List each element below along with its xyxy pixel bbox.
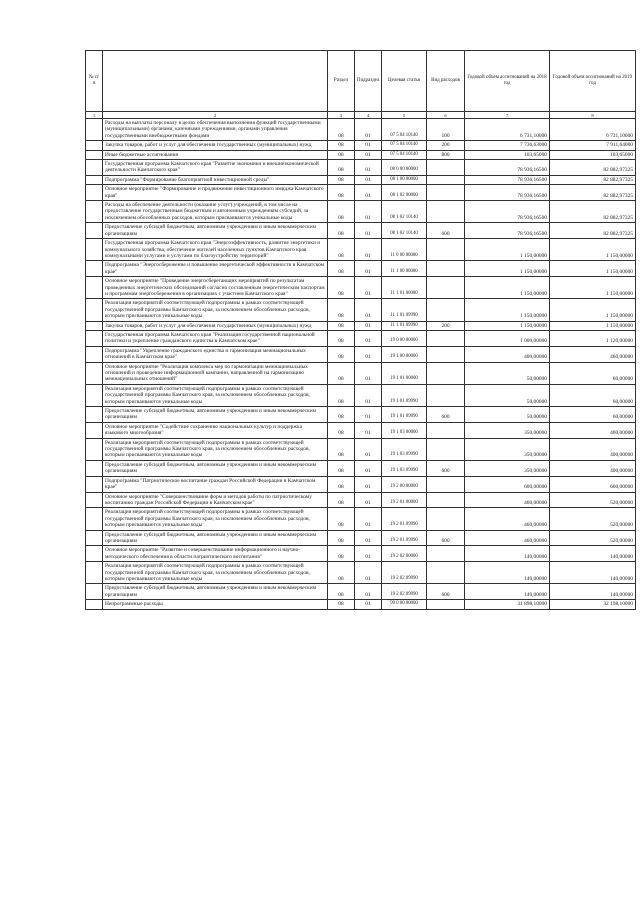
- section-code-cell: 08: [328, 261, 355, 277]
- expense-name-cell: Реализация мероприятий соответствующей подпрограммы в рамках соответствующей государственной программы Камчатского края, за исключением обособленных расходов, которым присваиваются уникальные коды: [103, 438, 328, 460]
- section-code-cell: 08: [328, 438, 355, 460]
- table-row: [86, 175, 636, 184]
- allocation-2018-cell: 350,00000: [465, 460, 550, 476]
- allocation-2018-cell: 78 936,16500: [465, 175, 550, 184]
- allocation-2019-cell: 140,00000: [550, 584, 636, 600]
- expense-name-cell: Предоставление субсидий бюджетным, автономным учреждениям и иным некоммерческим организациям: [103, 460, 328, 476]
- allocation-2019-cell: 1 150,00000: [550, 239, 636, 261]
- row-number-cell: [86, 299, 103, 321]
- expense-name-cell: Основное мероприятие "Развитие и совершенствование информационного и научно-методического обеспечения в области патриотического воспитания": [103, 546, 328, 562]
- table-row: [86, 201, 636, 223]
- target-article-cell: 99 0 00 00000: [382, 600, 427, 609]
- section-code-cell: 08: [328, 346, 355, 362]
- subsection-code-cell: 01: [355, 330, 382, 346]
- section-code-cell: 08: [328, 150, 355, 159]
- target-article-cell: 19 1 03 09990: [382, 438, 427, 460]
- expense-type-cell: 200: [427, 141, 465, 150]
- target-article-cell: 07 5 04 10140: [382, 141, 427, 150]
- allocation-2018-cell: 103,65000: [465, 150, 550, 159]
- index-cell: 2: [103, 112, 328, 119]
- expense-type-cell: [427, 299, 465, 321]
- expense-name-cell: Подпрограмма "Формирование благоприятной инвестиционной среды": [103, 175, 328, 184]
- section-code-cell: 08: [328, 508, 355, 530]
- expense-name-cell: Непрограммные расходы: [103, 600, 328, 609]
- section-code-cell: 08: [328, 530, 355, 546]
- target-article-cell: 19 2 02 09990: [382, 584, 427, 600]
- allocation-2018-cell: 78 936,16500: [465, 185, 550, 201]
- target-article-cell: 19 2 01 09990: [382, 508, 427, 530]
- table-row: [86, 546, 636, 562]
- table-row: [86, 584, 636, 600]
- target-article-cell: 11 1 01 00000: [382, 277, 427, 299]
- expense-name-cell: Иные бюджетные ассигнования: [103, 150, 328, 159]
- row-number-cell: [86, 321, 103, 330]
- expense-name-cell: Основное мероприятие "Реализация комплекса мер по гармонизации межнациональных отношений и проведение информационной кампании, направленной на гармонизацию межнациональных отношений": [103, 362, 328, 384]
- allocation-2019-cell: 1 150,00000: [550, 299, 636, 321]
- expense-name-cell: Закупка товаров, работ и услуг для обеспечения государственных (муниципальных) нужд: [103, 141, 328, 150]
- section-code-cell: 08: [328, 277, 355, 299]
- allocation-2018-cell: 460,00000: [465, 530, 550, 546]
- table-row: [86, 299, 636, 321]
- expense-type-cell: [427, 562, 465, 584]
- expense-type-cell: [427, 185, 465, 201]
- expense-name-cell: Реализация мероприятий соответствующей подпрограммы в рамках соответствующей государственной программы Камчатского края, за исключением обособленных расходов, которым присваиваются уникальные коды: [103, 508, 328, 530]
- allocation-2018-cell: 140,00000: [465, 562, 550, 584]
- target-article-cell: 19 2 01 09990: [382, 530, 427, 546]
- header-allocation-2018: Годовой объем ассигнований на 2018 год: [465, 51, 550, 112]
- expense-type-cell: [427, 362, 465, 384]
- table-row: [86, 362, 636, 384]
- expense-type-cell: [427, 438, 465, 460]
- table-row: [86, 407, 636, 423]
- row-number-cell: [86, 239, 103, 261]
- allocation-2019-cell: 82 882,97325: [550, 160, 636, 176]
- allocation-2019-cell: 1 150,00000: [550, 277, 636, 299]
- header-subsection: Подраздел: [355, 51, 382, 112]
- allocation-2018-cell: 1 150,00000: [465, 277, 550, 299]
- table-row: [86, 141, 636, 150]
- index-cell: 6: [427, 112, 465, 119]
- subsection-code-cell: 01: [355, 185, 382, 201]
- target-article-cell: 19 2 02 09990: [382, 562, 427, 584]
- row-number-cell: [86, 330, 103, 346]
- expense-name-cell: Предоставление субсидий бюджетным, автономным учреждениям и иным некоммерческим организациям: [103, 407, 328, 423]
- allocation-2019-cell: 82 882,97325: [550, 201, 636, 223]
- allocation-2019-cell: 60,00000: [550, 384, 636, 406]
- row-number-cell: [86, 422, 103, 438]
- expense-type-cell: [427, 508, 465, 530]
- header-expense-type: Вид расходов: [427, 51, 465, 112]
- subsection-code-cell: 01: [355, 600, 382, 609]
- subsection-code-cell: 01: [355, 150, 382, 159]
- subsection-code-cell: 01: [355, 384, 382, 406]
- expense-type-cell: [427, 384, 465, 406]
- table-row: [86, 492, 636, 508]
- index-cell: 1: [86, 112, 103, 119]
- expense-type-cell: [427, 476, 465, 492]
- expense-type-cell: [427, 160, 465, 176]
- section-code-cell: 08: [328, 201, 355, 223]
- expense-type-cell: [427, 600, 465, 609]
- allocation-2018-cell: 350,00000: [465, 438, 550, 460]
- expense-type-cell: 100: [427, 119, 465, 141]
- table-row: [86, 422, 636, 438]
- header-number: № п/п: [86, 51, 103, 112]
- target-article-cell: 11 1 01 09990: [382, 321, 427, 330]
- allocation-2019-cell: 82 882,97325: [550, 175, 636, 184]
- section-code-cell: 08: [328, 185, 355, 201]
- expense-type-cell: [427, 492, 465, 508]
- allocation-2018-cell: 7 736,63000: [465, 141, 550, 150]
- subsection-code-cell: 01: [355, 119, 382, 141]
- table-row: [86, 330, 636, 346]
- expense-type-cell: [427, 330, 465, 346]
- expense-name-cell: Основное мероприятие "Совершенствование форм и методов работы по патриотическому воспитанию граждан Российской Федерации в Камчатском крае": [103, 492, 328, 508]
- table-body: [86, 112, 636, 610]
- section-code-cell: 08: [328, 562, 355, 584]
- allocation-2019-cell: 400,00000: [550, 460, 636, 476]
- allocation-2018-cell: 78 936,16500: [465, 201, 550, 223]
- allocation-2018-cell: 1 150,00000: [465, 299, 550, 321]
- row-number-cell: [86, 600, 103, 609]
- expense-type-cell: [427, 261, 465, 277]
- allocation-2018-cell: 350,00000: [465, 422, 550, 438]
- table-header-row: [86, 51, 636, 112]
- budget-allocations-table: [85, 50, 636, 610]
- target-article-cell: 19 0 00 00000: [382, 330, 427, 346]
- expense-name-cell: Подпрограмма "Укрепление гражданского единства и гармонизация межнациональных отношений в Камчатском крае": [103, 346, 328, 362]
- row-number-cell: [86, 476, 103, 492]
- budget-table-page: [85, 50, 633, 610]
- table-row: [86, 384, 636, 406]
- subsection-code-cell: 01: [355, 201, 382, 223]
- table-row: [86, 562, 636, 584]
- table-row: [86, 261, 636, 277]
- table-row: [86, 600, 636, 609]
- allocation-2019-cell: 7 911,64000: [550, 141, 636, 150]
- expense-type-cell: 600: [427, 584, 465, 600]
- row-number-cell: [86, 261, 103, 277]
- expense-type-cell: [427, 277, 465, 299]
- index-cell: 3: [328, 112, 355, 119]
- subsection-code-cell: 01: [355, 546, 382, 562]
- subsection-code-cell: 01: [355, 362, 382, 384]
- subsection-code-cell: 01: [355, 160, 382, 176]
- target-article-cell: 08 1 02 10140: [382, 223, 427, 239]
- section-code-cell: 08: [328, 321, 355, 330]
- allocation-2018-cell: 78 936,16500: [465, 223, 550, 239]
- row-number-cell: [86, 530, 103, 546]
- allocation-2018-cell: 6 731,10000: [465, 119, 550, 141]
- allocation-2019-cell: 520,00000: [550, 530, 636, 546]
- expense-type-cell: 800: [427, 150, 465, 159]
- target-article-cell: 19 2 01 00000: [382, 492, 427, 508]
- index-cell: 4: [355, 112, 382, 119]
- table-row: [86, 476, 636, 492]
- target-article-cell: 08 1 02 10140: [382, 201, 427, 223]
- target-article-cell: 11 1 01 09990: [382, 299, 427, 321]
- row-number-cell: [86, 346, 103, 362]
- section-code-cell: 08: [328, 546, 355, 562]
- section-code-cell: 08: [328, 492, 355, 508]
- section-code-cell: 08: [328, 330, 355, 346]
- allocation-2018-cell: 50,00000: [465, 362, 550, 384]
- expense-type-cell: 600: [427, 530, 465, 546]
- allocation-2018-cell: 50,00000: [465, 407, 550, 423]
- table-row: [86, 346, 636, 362]
- expense-name-cell: Предоставление субсидий бюджетным, автономным учреждениям и иным некоммерческим организациям: [103, 223, 328, 239]
- subsection-code-cell: 01: [355, 223, 382, 239]
- section-code-cell: 08: [328, 460, 355, 476]
- row-number-cell: [86, 384, 103, 406]
- target-article-cell: 08 1 00 00000: [382, 175, 427, 184]
- target-article-cell: 19 1 03 00000: [382, 422, 427, 438]
- expense-type-cell: [427, 175, 465, 184]
- row-number-cell: [86, 508, 103, 530]
- table-row: [86, 223, 636, 239]
- allocation-2019-cell: 520,00000: [550, 508, 636, 530]
- expense-name-cell: Подпрограмма "Патриотическое воспитание граждан Российской Федерации в Камчатском крае": [103, 476, 328, 492]
- target-article-cell: 19 1 01 09990: [382, 407, 427, 423]
- target-article-cell: 11 1 00 00000: [382, 261, 427, 277]
- subsection-code-cell: 01: [355, 422, 382, 438]
- expense-type-cell: [427, 201, 465, 223]
- row-number-cell: [86, 584, 103, 600]
- row-number-cell: [86, 362, 103, 384]
- expense-name-cell: Предоставление субсидий бюджетным, автономным учреждениям и иным некоммерческим организациям: [103, 584, 328, 600]
- expense-type-cell: 600: [427, 460, 465, 476]
- table-row: [86, 460, 636, 476]
- index-cell: 8: [550, 112, 636, 119]
- subsection-code-cell: 01: [355, 239, 382, 261]
- allocation-2019-cell: 520,00000: [550, 492, 636, 508]
- allocation-2018-cell: 140,00000: [465, 546, 550, 562]
- subsection-code-cell: 01: [355, 175, 382, 184]
- allocation-2019-cell: 460,00000: [550, 346, 636, 362]
- index-cell: 5: [382, 112, 427, 119]
- expense-name-cell: Реализация мероприятий соответствующей подпрограммы в рамках соответствующей государственной программы Камчатского края, за исключением обособленных расходов, которым присваиваются уникальные коды: [103, 384, 328, 406]
- allocation-2019-cell: 1 120,00000: [550, 330, 636, 346]
- target-article-cell: 19 1 01 00000: [382, 362, 427, 384]
- expense-name-cell: Реализация мероприятий соответствующей подпрограммы в рамках соответствующей государственной программы Камчатского края, за исключением обособленных расходов, которым присваиваются уникальные коды: [103, 562, 328, 584]
- expense-type-cell: [427, 422, 465, 438]
- target-article-cell: 11 0 00 00000: [382, 239, 427, 261]
- target-article-cell: 19 1 01 09990: [382, 384, 427, 406]
- section-code-cell: 08: [328, 422, 355, 438]
- expense-name-cell: Предоставление субсидий бюджетным, автономным учреждениям и иным некоммерческим организациям: [103, 530, 328, 546]
- allocation-2018-cell: 31 898,10000: [465, 600, 550, 609]
- table-row: [86, 277, 636, 299]
- allocation-2018-cell: 1 150,00000: [465, 321, 550, 330]
- row-number-cell: [86, 201, 103, 223]
- section-code-cell: 08: [328, 407, 355, 423]
- row-number-cell: [86, 160, 103, 176]
- allocation-2019-cell: 60,00000: [550, 407, 636, 423]
- expense-name-cell: Государственная программа Камчатского края "Энергоэффективность, развитие энергетики и коммунального хозяйства, обеспечение жителей населенных пунктов Камчатского края коммунальными услугами и услугами по благоустройству территорий": [103, 239, 328, 261]
- table-row: [86, 150, 636, 159]
- section-code-cell: 08: [328, 119, 355, 141]
- allocation-2018-cell: 1 150,00000: [465, 239, 550, 261]
- expense-name-cell: Закупка товаров, работ и услуг для обеспечения государственных (муниципальных) нужд: [103, 321, 328, 330]
- column-index-row: [86, 112, 636, 119]
- allocation-2018-cell: 140,00000: [465, 584, 550, 600]
- table-row: [86, 438, 636, 460]
- subsection-code-cell: 01: [355, 407, 382, 423]
- allocation-2018-cell: 460,00000: [465, 492, 550, 508]
- section-code-cell: 08: [328, 476, 355, 492]
- subsection-code-cell: 01: [355, 562, 382, 584]
- allocation-2018-cell: 400,00000: [465, 346, 550, 362]
- expense-name-cell: Расходы на выплаты персоналу в целях обеспечения выполнения функций государственными (муниципальными) органами, казенными учреждениями, органами управления государственными внебюджетными фондами: [103, 119, 328, 141]
- subsection-code-cell: 01: [355, 321, 382, 330]
- allocation-2019-cell: 6 731,10000: [550, 119, 636, 141]
- row-number-cell: [86, 562, 103, 584]
- expense-type-cell: [427, 346, 465, 362]
- table-row: [86, 119, 636, 141]
- section-code-cell: 08: [328, 223, 355, 239]
- row-number-cell: [86, 150, 103, 159]
- expense-name-cell: Государственная программа Камчатского края "Реализация государственной национальной политики и укрепление гражданского единства в Камчатском крае": [103, 330, 328, 346]
- allocation-2019-cell: 1 150,00000: [550, 261, 636, 277]
- target-article-cell: 19 1 03 09990: [382, 460, 427, 476]
- header-allocation-2019: Годовой объем ассигнований на 2019 год: [550, 51, 636, 112]
- row-number-cell: [86, 407, 103, 423]
- expense-name-cell: Государственная программа Камчатского края "Развитие экономики и внешнеэкономической деятельности Камчатского края": [103, 160, 328, 176]
- header-section: Раздел: [328, 51, 355, 112]
- subsection-code-cell: 01: [355, 261, 382, 277]
- allocation-2019-cell: 400,00000: [550, 422, 636, 438]
- table-row: [86, 160, 636, 176]
- subsection-code-cell: 01: [355, 584, 382, 600]
- target-article-cell: 07 5 04 10140: [382, 119, 427, 141]
- expense-type-cell: 200: [427, 321, 465, 330]
- allocation-2019-cell: 82 882,97325: [550, 185, 636, 201]
- section-code-cell: 08: [328, 362, 355, 384]
- row-number-cell: [86, 277, 103, 299]
- allocation-2018-cell: 460,00000: [465, 508, 550, 530]
- row-number-cell: [86, 438, 103, 460]
- header-target-article: Целевая статья: [382, 51, 427, 112]
- allocation-2019-cell: 82 882,97325: [550, 223, 636, 239]
- expense-name-cell: Реализация мероприятий соответствующей подпрограммы в рамках соответствующей государственной программы Камчатского края, за исключением обособленных расходов, которым присваиваются уникальные коды: [103, 299, 328, 321]
- index-cell: 7: [465, 112, 550, 119]
- allocation-2018-cell: 600,00000: [465, 476, 550, 492]
- allocation-2019-cell: 60,00000: [550, 362, 636, 384]
- header-name: [103, 51, 328, 112]
- subsection-code-cell: 01: [355, 460, 382, 476]
- allocation-2019-cell: 1 150,00000: [550, 321, 636, 330]
- section-code-cell: 08: [328, 299, 355, 321]
- row-number-cell: [86, 492, 103, 508]
- expense-name-cell: Расходы на обеспечение деятельности (оказание услуг) учреждений, в том числе на предоставление государственным бюджетным и автономным учреждениям субсидий, за исключением обособленных расходов, которым присваиваются уникальные коды: [103, 201, 328, 223]
- target-article-cell: 19 1 00 00000: [382, 346, 427, 362]
- subsection-code-cell: 01: [355, 508, 382, 530]
- section-code-cell: 08: [328, 175, 355, 184]
- section-code-cell: 08: [328, 160, 355, 176]
- subsection-code-cell: 01: [355, 141, 382, 150]
- allocation-2018-cell: 1 150,00000: [465, 261, 550, 277]
- allocation-2019-cell: 140,00000: [550, 562, 636, 584]
- row-number-cell: [86, 141, 103, 150]
- row-number-cell: [86, 460, 103, 476]
- expense-type-cell: 600: [427, 223, 465, 239]
- expense-type-cell: 600: [427, 407, 465, 423]
- expense-name-cell: Основное мероприятие "Проведение энергосберегающих мероприятий по результатам проведенных энергетических обследований согласно составленным энергетическим паспортам и программам энергосбережения в организациях с участием Камчатского края": [103, 277, 328, 299]
- table-row: [86, 508, 636, 530]
- table-row: [86, 185, 636, 201]
- row-number-cell: [86, 546, 103, 562]
- allocation-2019-cell: 103,65000: [550, 150, 636, 159]
- table-row: [86, 321, 636, 330]
- section-code-cell: 08: [328, 584, 355, 600]
- target-article-cell: 19 2 02 00000: [382, 546, 427, 562]
- section-code-cell: 08: [328, 141, 355, 150]
- row-number-cell: [86, 223, 103, 239]
- expense-name-cell: Основное мероприятие "Содействие сохранению национальных культур и поддержка языкового многообразия": [103, 422, 328, 438]
- expense-name-cell: Подпрограмма "Энергосбережение и повышение энергетической эффективности в Камчатском крае": [103, 261, 328, 277]
- allocation-2018-cell: 78 936,16500: [465, 160, 550, 176]
- subsection-code-cell: 01: [355, 492, 382, 508]
- table-row: [86, 530, 636, 546]
- expense-type-cell: [427, 546, 465, 562]
- subsection-code-cell: 01: [355, 530, 382, 546]
- section-code-cell: 08: [328, 239, 355, 261]
- subsection-code-cell: 01: [355, 438, 382, 460]
- target-article-cell: 07 5 04 10140: [382, 150, 427, 159]
- allocation-2019-cell: 140,00000: [550, 546, 636, 562]
- allocation-2018-cell: 50,00000: [465, 384, 550, 406]
- subsection-code-cell: 01: [355, 476, 382, 492]
- expense-type-cell: [427, 239, 465, 261]
- table-row: [86, 239, 636, 261]
- row-number-cell: [86, 185, 103, 201]
- allocation-2019-cell: 660,00000: [550, 476, 636, 492]
- target-article-cell: 08 0 00 00000: [382, 160, 427, 176]
- allocation-2019-cell: 32 198,10000: [550, 600, 636, 609]
- section-code-cell: 08: [328, 600, 355, 609]
- section-code-cell: 08: [328, 384, 355, 406]
- subsection-code-cell: 01: [355, 299, 382, 321]
- subsection-code-cell: 01: [355, 277, 382, 299]
- allocation-2018-cell: 1 000,00000: [465, 330, 550, 346]
- target-article-cell: 19 2 00 00000: [382, 476, 427, 492]
- row-number-cell: [86, 119, 103, 141]
- allocation-2019-cell: 400,00000: [550, 438, 636, 460]
- target-article-cell: 08 1 02 00000: [382, 185, 427, 201]
- row-number-cell: [86, 175, 103, 184]
- expense-name-cell: Основное мероприятие "Формирование и продвижение инвестиционного имиджа Камчатского края": [103, 185, 328, 201]
- subsection-code-cell: 01: [355, 346, 382, 362]
